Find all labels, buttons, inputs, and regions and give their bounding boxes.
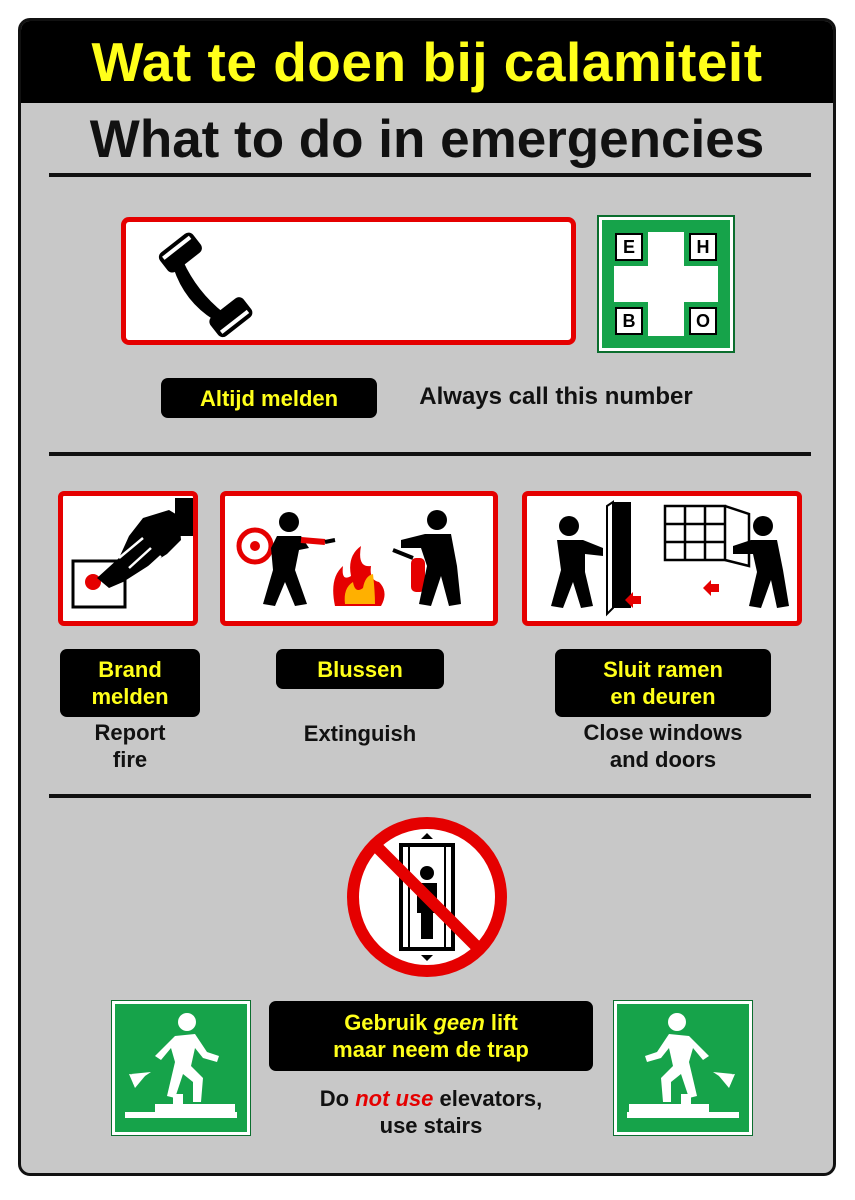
first-aid-ehbo-icon [599,217,733,351]
telephone-handset-icon [148,224,268,342]
report-fire-label-english [60,719,200,773]
close-windows-english-line2: and doors [609,747,717,772]
use-stairs-dutch-line2: maar neem de trap [333,1037,529,1062]
divider [49,173,811,177]
ehbo-letter-e: E [615,233,643,261]
title-bar [21,21,833,103]
use-stairs-label-dutch [269,1001,593,1071]
report-fire-label-line2: melden [91,684,169,709]
exit-stairs-left-sign [112,1001,250,1135]
ehbo-letter-b: B [615,307,643,335]
use-stairs-dutch-line1: Gebruik geen lift [344,1010,518,1035]
ehbo-letter-o: O [689,307,717,335]
closing-door-window-icon [527,496,797,621]
report-fire-label-dutch [60,649,200,717]
close-windows-label-dutch [555,649,771,717]
ehbo-letter-h: H [689,233,717,261]
extinguish-pictogram [220,491,498,626]
use-stairs-english-line1: Do not use elevators, [319,1086,543,1111]
extinguish-label-english: Extinguish [303,721,417,746]
firefighters-extinguishing-icon [225,496,493,621]
close-windows-doors-pictogram [522,491,802,626]
always-call-label-english: Always call this number [419,383,693,410]
divider [49,794,811,798]
close-windows-label-line1: Sluit ramen [603,657,723,682]
title-dutch: Wat te doen bij calamiteit [91,31,763,93]
report-fire-label-line1: Brand [98,657,162,682]
running-man-stairs-icon [617,1004,749,1132]
report-fire-english-line1: Report [94,720,166,745]
report-fire-english-line2: fire [112,747,148,772]
use-stairs-label-english [269,1085,593,1139]
divider [49,452,811,456]
title-english: What to do in emergencies [89,110,765,169]
always-call-label-dutch: Altijd melden [161,378,377,418]
running-man-stairs-icon [115,1004,247,1132]
emergency-sign [18,18,836,1176]
report-fire-pictogram [58,491,198,626]
close-windows-label-line2: en deuren [610,684,716,709]
close-windows-label-english [545,719,781,773]
close-windows-english-line1: Close windows [583,720,743,745]
use-stairs-english-line2: use stairs [379,1113,483,1138]
no-elevator-prohibition-icon [347,817,507,977]
extinguish-label-dutch: Blussen [276,649,444,689]
fire-alarm-button-hand-icon [63,496,193,621]
phone-number-box [121,217,576,345]
exit-stairs-right-sign [614,1001,752,1135]
